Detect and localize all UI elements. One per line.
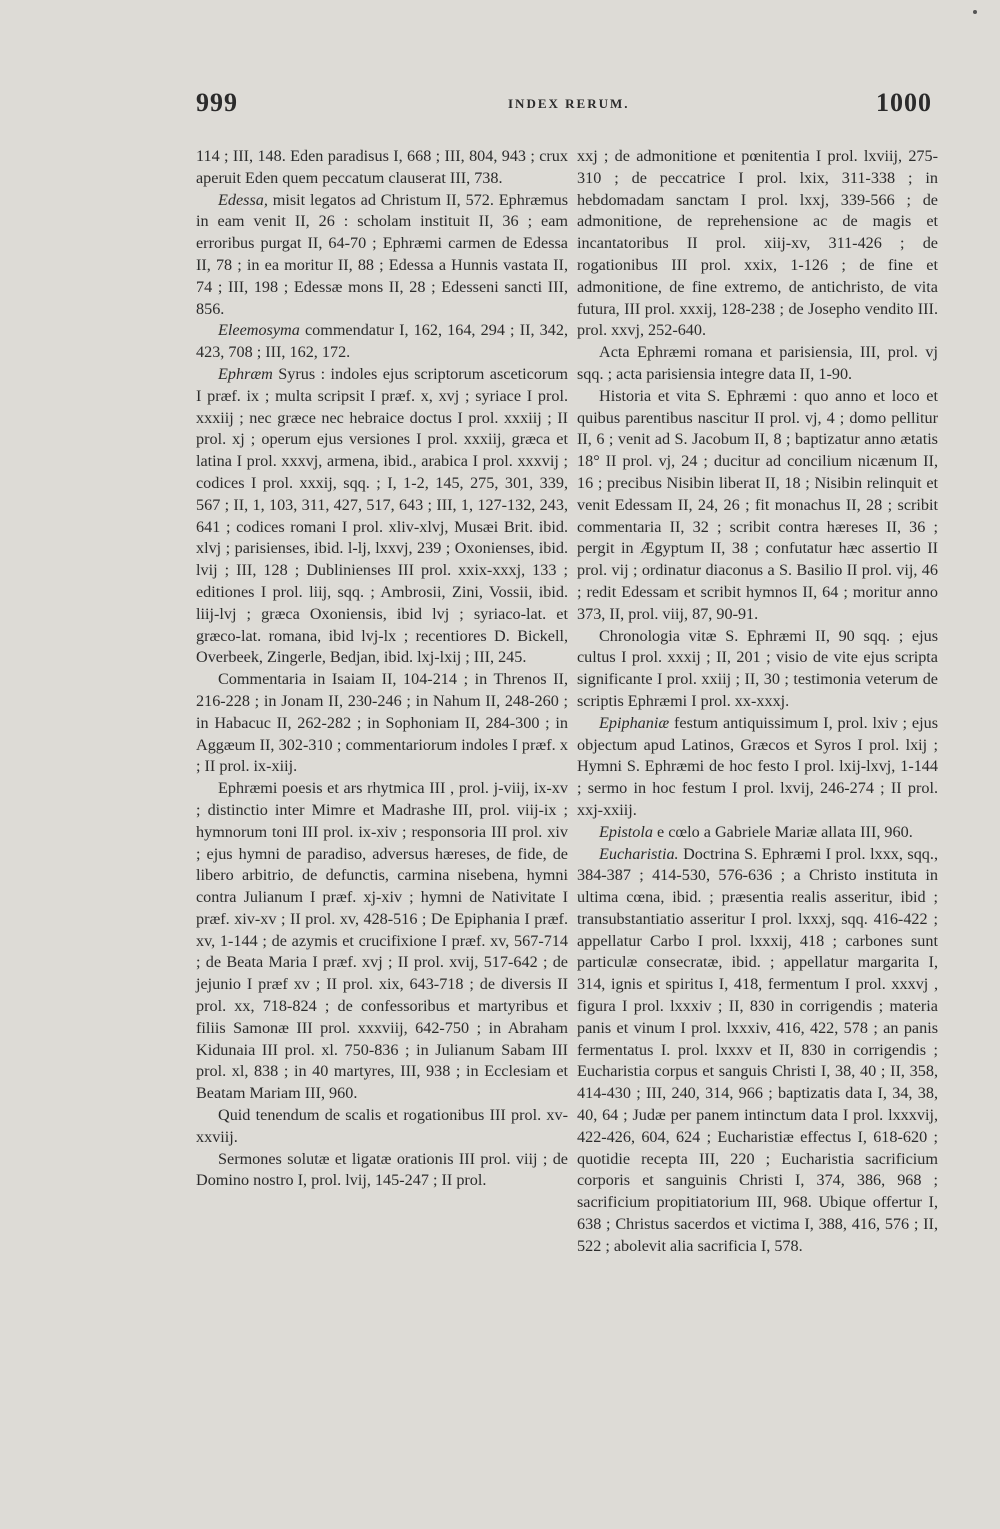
- entry-text: misit legatos ad Christum II, 572. Ephræmus in eam venit II, 26 : scholam instituit II, 36 ; eam erroribus purgat II, 64-70 ; Ephræmi carmen de Edessa II, 78 ; in ea moritur II, 88 ; Edessa a Hunnis vastata II, 74 ; III, 198 ; Edessæ mons II, 28 ; Edesseni sancti III, 856.: [196, 190, 568, 318]
- entry-term: Eleemosyma: [218, 321, 300, 340]
- entry-text: Commentaria in Isaiam II, 104-214 ; in Threnos II, 216-228 ; in Jonam II, 230-246 ; in Nahum II, 248-260 ; in Habacuc II, 262-282 ; in Sophoniam II, 284-300 ; in Aggæum II, 302-310 ; commentariorum indoles I præf. x ; II prol. ix-xiij.: [196, 670, 568, 776]
- index-entry: [577, 146, 938, 342]
- ink-speck: [973, 10, 977, 14]
- index-entry: [196, 1105, 568, 1149]
- entry-text: xxj ; de admonitione et pœnitentia I prol. lxviij, 275-310 ; de peccatrice I prol. lxix, 311-338 ; in hebdomadam sanctam I prol. lxxj, 339-566 ; de admonitione, de reprehensione ac de magis et incantatoribus II prol. xiij-xv, 311-426 ; de rogationibus III prol. xxix, 1-126 ; de fine et admonitione, de fine extremo, de antichristo, de vita futura, III prol. xxxij, 128-238 ; de Josepho vendito III. prol. xxvj, 252-640.: [577, 147, 938, 340]
- left-column: [196, 146, 568, 1192]
- page-number-left: 999: [196, 88, 238, 117]
- index-entry: [577, 342, 938, 386]
- index-entry: [196, 320, 568, 364]
- index-entry: [577, 844, 938, 1258]
- entry-text: Chronologia vitæ S. Ephræmi II, 90 sqq. ; ejus cultus I prol. xxxij ; II, 201 ; visio de vite ejus scripta significante I prol. xxiij ; II, 30 ; testimonia veterum de scriptis Ephræmi I prol. xx-xxxj.: [577, 626, 938, 710]
- entry-text: Historia et vita S. Ephræmi : quo anno et loco et quibus parentibus nascitur II prol. vj, 4 ; domo pellitur II, 6 ; venit ad S. Jacobum II, 8 ; baptizatur anno ætatis 18° II prol. vj, 24 ; ducitur ad concilium nicænum II, 16 ; precibus Nisibin liberat II, 18 ; Nisibin relinquit et venit Edessam II, 24, 26 ; fit monachus II, 28 ; scribit commentaria II, 32 ; scribit contra hæreses II, 36 ; pergit in Ægyptum II, 38 ; confutatur hæc assertio II prol. vij ; ordinatur diaconus a S. Basilio II prol. vij, 46 ; redit Edessam et scribit hymnos II, 64 ; moritur anno 373, II, prol. viij, 87, 90-91.: [577, 386, 938, 623]
- right-column: [577, 146, 938, 1258]
- index-entry: [577, 822, 938, 844]
- entry-text: Acta Ephræmi romana et parisiensia, III, prol. vj sqq. ; acta parisiensia integre data II, 1-90.: [577, 343, 938, 383]
- index-entry: [196, 778, 568, 1105]
- index-entry: [577, 713, 938, 822]
- entry-term: Edessa,: [218, 190, 268, 209]
- entry-text: Quid tenendum de scalis et rogationibus III prol. xv-xxviij.: [196, 1106, 568, 1146]
- entry-text: festum antiquissimum I, prol. lxiv ; ejus objectum apud Latinos, Græcos et Syros I prol. lxij ; Hymni S. Ephræmi de hoc festo I prol. lxij-lxvj, 1-144 ; sermo in hoc festum I prol. lxvij, 246-274 ; II prol. xxj-xxiij.: [577, 713, 938, 819]
- entry-term: Eucharistia.: [599, 844, 679, 863]
- index-entry: [196, 190, 568, 321]
- index-entry: [577, 626, 938, 713]
- running-title: INDEX RERUM.: [508, 96, 630, 111]
- index-entry: [196, 1149, 568, 1193]
- entry-text: Doctrina S. Ephræmi I prol. lxxx, sqq., 384-387 ; 414-530, 576-636 ; a Christo instituta in ultima cœna, ibid. ; præsentia realis asseritur, ibid ; transubstantiatio asseritur I prol. lxxxj, sqq. 416-422 ; appellatur Carbo I prol. lxxxij, 418 ; carbones sunt particulæ consecratæ, ibid. ; appellatur margarita I, 314, ignis et spiritus I, 418, fermentum I prol. xxxvj , figura I prol. lxxxiv ; II, 830 in corrigendis ; materia panis et vinum I prol. lxxxiv, 416, 422, 578 ; an panis fermentatus I. prol. lxxxv et II, 830 in corrigendis ; Eucharistia corpus et sanguis Christi I, 38, 40 ; II, 358, 414-430 ; III, 240, 314, 966 ; baptizatis data I, 34, 38, 40, 64 ; Judæ per panem intinctum data I prol. lxxxvij, 422-426, 604, 624 ; Eucharistiæ effectus I, 618-620 ; quotidie recepta III, 220 ; Eucharistia sacrificium corporis et sanguinis Christi I, 374, 386, 968 ; sacrificium propitiatorium III, 968. Ubique offertur I, 638 ; Christus sacerdos et victima I, 388, 416, 576 ; II, 522 ; abolevit alia sacrificia I, 578.: [577, 844, 938, 1255]
- page-header: [0, 84, 1000, 124]
- entry-term: Epistola: [599, 822, 653, 841]
- index-entry: [196, 364, 568, 669]
- entry-text: Sermones solutæ et ligatæ orationis III prol. viij ; de Domino nostro I, prol. lvij, 145-247 ; II prol.: [196, 1149, 568, 1190]
- entry-text: commendatur I, 162, 164, 294 ; II, 342, 423, 708 ; III, 162, 172.: [196, 321, 568, 362]
- entry-text: 114 ; III, 148. Eden paradisus I, 668 ; III, 804, 943 ; crux aperuit Eden quem peccatum clauserat III, 738.: [196, 147, 568, 187]
- index-entry: [196, 146, 568, 190]
- entry-text: Ephræmi poesis et ars rhytmica III , prol. j-viij, ix-xv ; distinctio inter Mimre et Madrashe III, prol. viij-ix ; hymnorum toni III prol. ix-xiv ; responsoria III prol. xiv ; ejus hymni de paradiso, adversus hæreses, de fide, de libero arbitrio, de defunctis, carmina nisebena, hymni contra Julianum I præf. xj-xiv ; hymni de Nativitate I præf. xiv-xv ; II prol. xv, 428-516 ; De Epiphania I præf. xv, 1-144 ; de azymis et crucifixione I præf. xv, 567-714 ; de Beata Maria I præf. xvj ; II prol. xvij, 517-642 ; de jejunio I præf xv ; II prol. xix, 643-718 ; de diversis II prol. xx, 718-824 ; de confessoribus et martyribus et filiis Samonæ III prol. xxxviij, 642-750 ; in Abraham Kidunaia III prol. xl. 750-836 ; in Julianum Sabam III prol. xl, 838 ; in 40 martyres, III, 938 ; in Ecclesiam et Beatam Mariam III, 960.: [196, 779, 568, 1103]
- entry-text: e cœlo a Gabriele Mariæ allata III, 960.: [652, 822, 913, 841]
- entry-term: Epiphaniæ: [599, 713, 670, 732]
- entry-term: Ephræm: [218, 364, 273, 383]
- page-number-right: 1000: [876, 88, 932, 117]
- entry-text: Syrus : indoles ejus scriptorum asceticorum I præf. ix ; multa scripsit I præf. x, xvj ; syriace I prol. xxxiij ; nec græce nec hebraice doctus I prol. xxxiij ; II prol. xj ; operum ejus versiones I prol. xxxiij, græca et latina I prol. xxxvj, armena, ibid., arabica I prol. xxxvij ; codices I prol. xxxij, sqq. ; I, 1-2, 145, 275, 301, 339, 567 ; II, 1, 103, 311, 427, 517, 643 ; III, 1, 127-132, 243, 641 ; codices romani I prol. xliv-xlvj, Musæi Brit. ibid. xlvj ; parisienses, ibid. l-lj, lxxvj, 239 ; Oxonienses, ibid. lvij ; III, 128 ; Dublinienses III prol. xxix-xxxj, 133 ; editiones I prol. liij, sqq. ; Ambrosii, Zini, Vossii, ibid. liij-lvj ; græca Oxoniensis, ibid lvj ; syriaco-lat. et græco-lat. romana, ibid lvj-lx ; recentiores D. Bickell, Overbeek, Zingerle, Bedjan, ibid. lxj-lxij ; III, 245.: [196, 364, 568, 667]
- index-entry: [577, 386, 938, 626]
- index-entry: [196, 669, 568, 778]
